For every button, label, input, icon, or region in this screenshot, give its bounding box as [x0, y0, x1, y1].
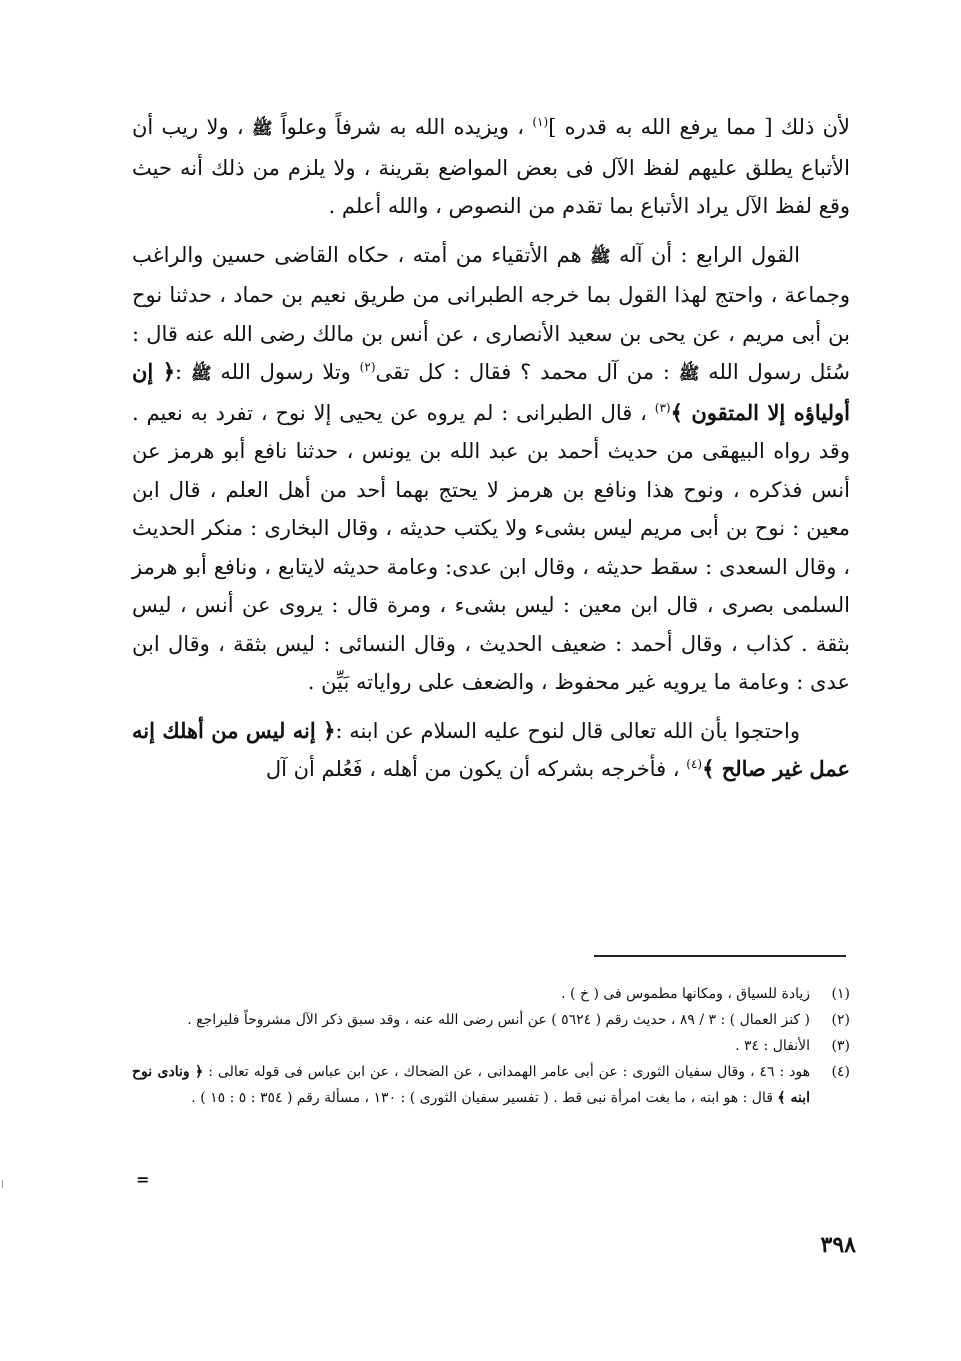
paragraph-3 — [132, 712, 850, 789]
footnote-text: ( كنز العمال ) : ٣ / ٨٩ ، حديث رقم ( ٥٦٢٤ ) عن أنس رضى الله عنه ، وقد سبق ذكر الآل مشروحاً فليراجع . — [187, 1012, 810, 1028]
footnote-separator — [594, 955, 846, 957]
p2-text-b: هم الأتقياء من أمته ، حكاه القاضى حسين والراغب وجماعة ، واحتج لهذا القول بما خرجه الطبرانى من طريق نعيم بن حماد ، حدثنا نوح بن أبى مريم ، عن يحى بن سعيد الأنصارى ، عن أنس بن مالك رضى الله عنه قال : سُئل رسول الله — [132, 242, 850, 384]
footnote-1 — [132, 981, 850, 1007]
footnote-text: زيادة للسياق ، ومكانها مطموس فى ( خ ) . — [561, 986, 810, 1002]
footnote-text: الأنفال : ٣٤ . — [735, 1038, 810, 1054]
footnote-3 — [132, 1033, 850, 1059]
footnote-4 — [132, 1059, 850, 1111]
p2-text-c: : من آل محمد ؟ فقال : كل تقى — [375, 360, 670, 384]
p2-text-d: وتلا رسول الله — [220, 360, 351, 384]
footnote-ref-2: (٢) — [359, 360, 376, 374]
salla-symbol: ﷺ — [590, 246, 611, 267]
p3-text-b: ، فأخرجه بشركه أن يكون من أهله ، فَعُلم أن آل — [265, 757, 680, 781]
p3-text-a: واحتجوا بأن الله تعالى قال لنوح عليه السلام عن ابنه : — [335, 718, 800, 743]
footnote-text — [132, 1059, 810, 1111]
paragraph-2 — [132, 236, 850, 702]
quran-quote: ﴿ ونادى نوح ابنه ﴾ — [132, 1064, 810, 1106]
footnote-number: (٢) — [831, 1012, 850, 1028]
p2-text-e: : — [175, 360, 183, 384]
footnote-ref-3: (٣) — [654, 400, 671, 415]
quran-quote: ﴿ إنه ليس من أهلك إنه عمل غير صالح ﴾ — [132, 717, 850, 781]
footnote-ref-4: (٤) — [686, 757, 703, 771]
footnote-2 — [132, 1007, 850, 1033]
footnote-ref-1: (١) — [532, 115, 549, 129]
salla-symbol: ﷺ — [190, 364, 212, 384]
p2-text-a: القول الرابع : أن آله — [619, 242, 800, 267]
footnote-continuation-mark: = — [136, 1170, 150, 1189]
footnote-number: (٤) — [831, 1064, 850, 1080]
footnote-4-text-a: هود : ٤٦ ، وقال سفيان الثورى : عن أبى عامر الهمدانى ، عن الضحاك ، عن ابن عباس فى قوله تعالى : — [208, 1064, 811, 1080]
salla-symbol: ﷺ — [251, 119, 273, 139]
p1-text-a: لأن ذلك [ مما يرفع الله به قدره ] — [548, 115, 851, 139]
scan-edge-mark — [2, 1180, 7, 1188]
footnotes — [132, 981, 850, 1111]
paragraph-1 — [132, 108, 850, 226]
p1-text-b: ، ويزيده الله به شرفاً وعلواً — [280, 115, 525, 139]
p2-text-f: ، قال الطبرانى : لم يروه عن يحيى إلا نوح ، تفرد به نعيم . وقد رواه البيهقى من حديث أحمد بن عبد الله بن يونس ، حدثنا نافع أبو هرمز عن أنس فذكره ، ونوح هذا ونافع بن هرمز لا يحتج بهما أحد من أهل العلم ، قال ابن معين : نوح بن أبى مريم ليس بشىء ولا يكتب حديثه ، وقال البخارى : منكر الحديث ، وقال السعدى : سقط حديثه ، وقال ابن عدى: وعامة حديثه لايتابع ، ونافع أبو هرمز السلمى بصرى ، قال ابن معين : ليس بشىء ، ومرة قال : يروى عن أنس ، ليس بثقة . كذاب ، وقال أحمد : ضعيف الحديث ، وقال النسائى : ليس بثقة ، وقال ابن عدى : وعامة ما يرويه غير محفوظ ، والضعف على رواياته بَيِّن . — [132, 400, 850, 694]
footnote-4-text-b: قال : هو ابنه ، ما بغت امرأة نبى قط . ( تفسير سفيان الثورى ) : ١٣٠ ، مسألة رقم ( ٣٥٤ : ٥ : ١٥ ) . — [191, 1090, 773, 1106]
footnote-number: (١) — [831, 986, 850, 1002]
salla-symbol: ﷺ — [678, 364, 700, 384]
p1-text-c: ، ولا ريب أن الأتباع يطلق عليهم لفظ الآل فى بعض المواضع بقرينة ، ولا يلزم من ذلك أنه حيث وقع لفظ الآل يراد الأتباع بما تقدم من النصوص ، والله أعلم . — [132, 115, 850, 218]
footnote-number: (٣) — [831, 1038, 850, 1054]
page-number: ٣٩٨ — [820, 1232, 856, 1258]
main-text — [132, 108, 850, 789]
quran-quote: ﴿ إن أولياؤه إلا المتقون ﴾ — [132, 359, 850, 425]
